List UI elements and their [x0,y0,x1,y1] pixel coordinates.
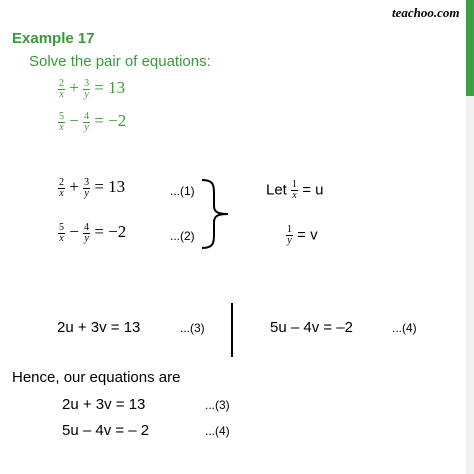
final-equation-4: 5u – 4v = – 2 [62,422,150,439]
conclusion-text: Hence, our equations are [12,369,181,386]
given-equation-2: $\frac{5}{x}$ − $\frac{4}{y}$ = −2 [59,110,127,133]
problem-prompt: Solve the pair of equations: [29,53,211,70]
example-title: Example 17 [12,30,95,47]
transformed-equation-3: 2u + 3v = 13 [57,319,141,336]
equation-tag-3: ...(3) [180,321,205,335]
equation-tag-2: ...(2) [170,229,195,243]
final-tag-4: ...(4) [205,424,230,438]
equation-tag-1: ...(1) [170,184,195,198]
system-equation-2: $\frac{5}{x}$ − $\frac{4}{y}$ = −2 [59,221,127,244]
system-equation-1: $\frac{2}{x}$ + $\frac{3}{y}$ = 13 [59,176,126,199]
final-equation-3: 2u + 3v = 13 [62,396,146,413]
final-tag-3: ...(3) [205,398,230,412]
given-equation-1: $\frac{2}{x}$ + $\frac{3}{y}$ = 13 [59,77,126,100]
brand-logo: teachoo.com [392,5,460,20]
transformed-equation-4: 5u – 4v = –2 [270,319,353,336]
scrollbar-thumb[interactable] [466,0,474,96]
equation-tag-4: ...(4) [392,321,417,335]
substitution-v: $\frac{1}{y}$ = v [287,224,318,246]
curly-brace-icon [200,178,232,250]
substitution-u: Let $\frac{1}{x}$ = u [266,179,324,201]
scrollbar[interactable] [466,0,474,474]
divider-line [231,303,233,357]
